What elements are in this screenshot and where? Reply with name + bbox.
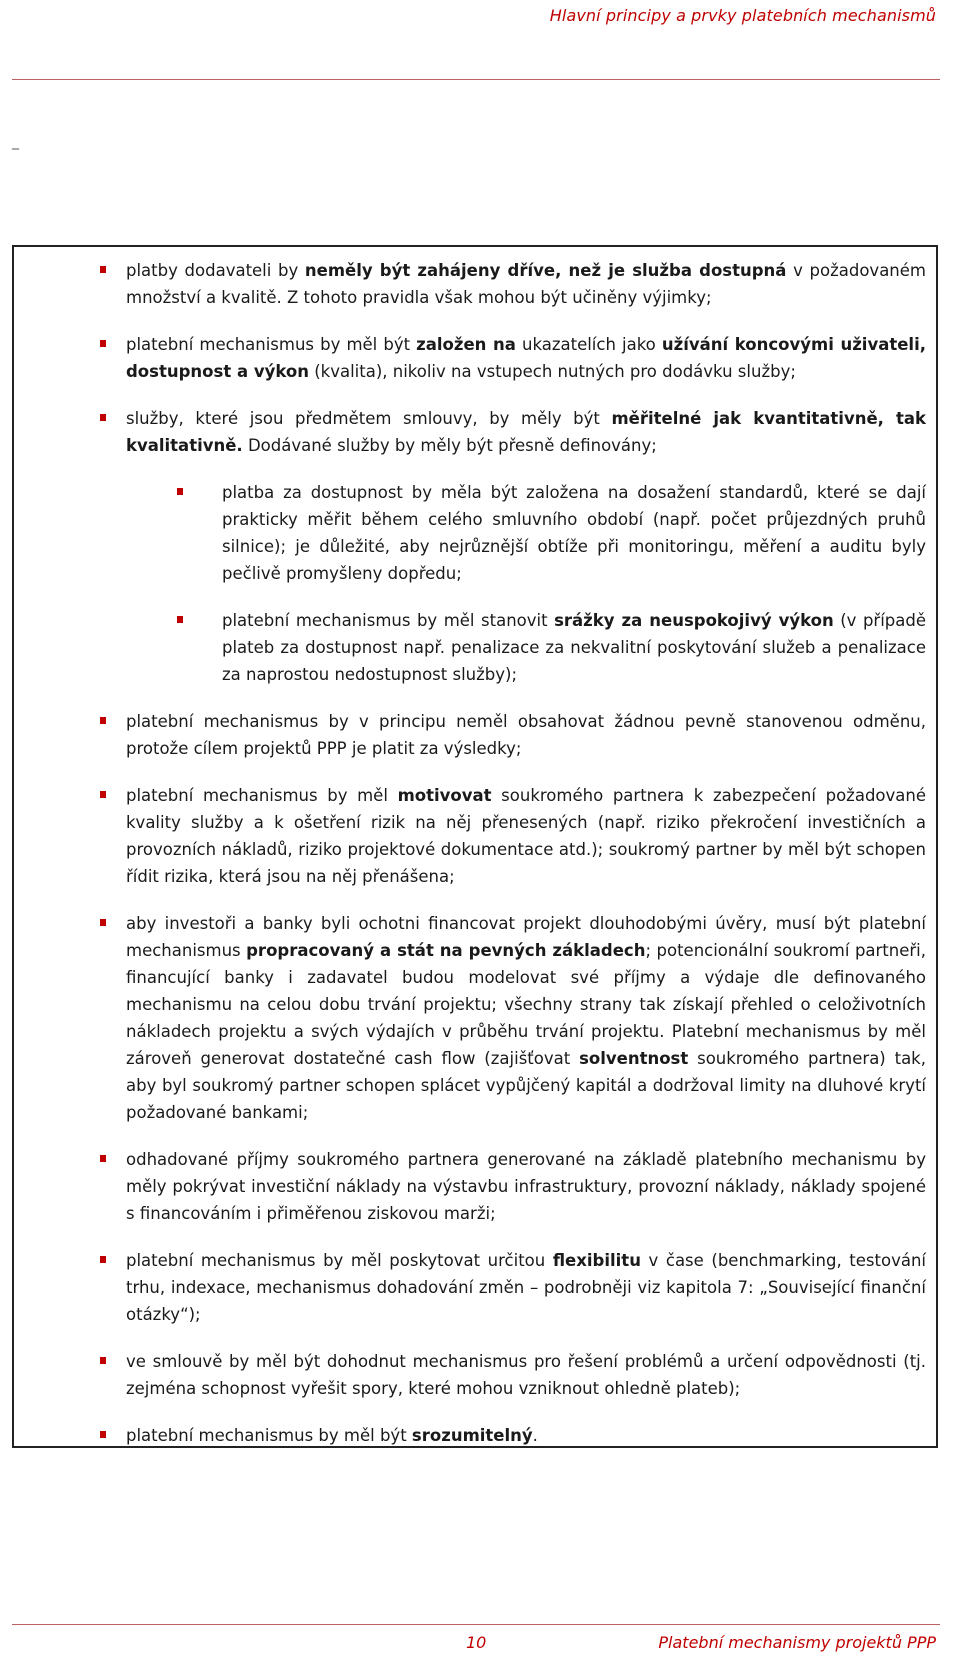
bullet-text — [126, 1422, 926, 1449]
text-run: (kvalita), nikoliv na vstupech nutných pro dodávku služby; — [308, 362, 796, 381]
emphasis-text: motivovat — [397, 786, 492, 805]
list-item — [86, 1422, 926, 1449]
text-run: platba za dostupnost by měla být založena na dosažení standardů, které se dají prakticky měřit během celého smluvního období (např. počet průjezdných pruhů silnice); je důležité, aby nejrůznější obtíže při monitoringu, měření a auditu byly pečlivě promyšleny dopředu; — [222, 483, 926, 583]
text-run: ; potencionální soukromí partneři, financující banky i zadavatel budou modelovat své příjmy a výdaje dle definovaného mechanismu na celou dobu trvání projektu; všechny strany tak získají přehled o celoživotních nákladech projektu a svých výdajích v průběhu trvání projektu. Platební mechanismus by měl zároveň generovat dostatečné cash flow (zajišťovat — [126, 941, 927, 1068]
square-bullet-icon — [100, 266, 106, 273]
emphasis-text: solventnost — [579, 1049, 689, 1068]
list-item — [86, 708, 926, 762]
bullet-text — [126, 910, 926, 1126]
bullet-text — [126, 1146, 926, 1227]
square-bullet-icon — [100, 1256, 106, 1263]
footer-divider — [12, 1624, 940, 1625]
text-run: Dodávané služby by měly být přesně definovány; — [242, 436, 657, 455]
running-footer: Platební mechanismy projektů PPP — [658, 1633, 936, 1652]
emphasis-text: flexibilitu — [552, 1251, 641, 1270]
text-run: odhadované příjmy soukromého partnera generované na základě platebního mechanismu by měly pokrývat investiční náklady na výstavbu infrastruktury, provozní náklady, náklady spojené s financováním i přiměřenou ziskovou marži; — [126, 1150, 926, 1223]
bullet-text — [126, 1247, 926, 1328]
list-item — [86, 1247, 926, 1328]
emphasis-text: užívání koncovými uživateli, dostupnost a výkon — [126, 335, 926, 381]
text-run: platební mechanismus by měl stanovit — [222, 611, 555, 630]
list-item — [86, 257, 926, 311]
square-bullet-icon — [177, 616, 183, 623]
sub-list — [126, 479, 926, 688]
stray-mark: _ — [12, 134, 19, 150]
emphasis-text: založen na — [416, 335, 516, 354]
emphasis-text: měřitelné jak kvantitativně, tak kvalitativně. — [126, 409, 926, 455]
square-bullet-icon — [100, 1431, 106, 1438]
text-run: platební mechanismus by měl — [126, 786, 398, 805]
text-run: platební mechanismus by v principu neměl obsahovat žádnou pevně stanovenou odměnu, protože cílem projektů PPP je platit za výsledky; — [126, 712, 926, 758]
list-item — [86, 910, 926, 1126]
text-run: soukromého partnera k zabezpečení požadované kvality služby a k ošetření rizik na něj přenesených (např. riziko překročení investičních a provozních nákladů, riziko projektové dokumentace atd.); soukromý partner by měl být schopen řídit rizika, která jsou na něj přenášena; — [126, 786, 926, 886]
square-bullet-icon — [100, 414, 106, 421]
square-bullet-icon — [177, 488, 183, 495]
emphasis-text: neměly být zahájeny dříve, než je služba dostupná — [304, 261, 787, 280]
text-run: ve smlouvě by měl být dohodnut mechanismus pro řešení problémů a určení odpovědnosti (tj. zejména schopnost vyřešit spory, které mohou vzniknout ohledně plateb); — [126, 1352, 926, 1398]
bullet-text — [126, 331, 926, 385]
list-item — [86, 1146, 926, 1227]
bullet-text — [222, 607, 926, 688]
text-run: v požadovaném množství a kvalitě. Z tohoto pravidla však mohou být učiněny výjimky; — [126, 261, 926, 307]
text-run: platby dodavateli by — [126, 261, 305, 280]
bullet-text — [126, 708, 926, 762]
bullet-text — [126, 405, 926, 459]
emphasis-text: srozumitelný — [411, 1426, 533, 1445]
text-run: aby investoři a banky byli ochotni financovat projekt dlouhodobými úvěry, musí být platební mechanismus — [126, 914, 926, 960]
text-run: (v případě plateb za dostupnost např. penalizace za nekvalitní poskytování služeb a penalizace za naprostou nedostupnost služby); — [222, 611, 927, 684]
text-run: platební mechanismus by měl poskytovat určitou — [126, 1251, 553, 1270]
square-bullet-icon — [100, 791, 106, 798]
text-run: . — [532, 1426, 538, 1445]
square-bullet-icon — [100, 919, 106, 926]
text-run: v čase (benchmarking, testování trhu, indexace, mechanismus dohadování změn – podrobněji viz kapitola 7: „Související finanční otázky“); — [126, 1251, 926, 1324]
sub-list-item — [86, 607, 926, 688]
text-run: platební mechanismus by měl být — [126, 1426, 412, 1445]
bullet-text — [126, 257, 926, 311]
list-item — [86, 1348, 926, 1402]
text-run: ukazatelích jako — [515, 335, 662, 354]
square-bullet-icon — [100, 340, 106, 347]
list-item — [86, 782, 926, 890]
bullet-text — [126, 1348, 926, 1402]
page-number: 10 — [466, 1633, 487, 1652]
square-bullet-icon — [100, 1357, 106, 1364]
running-header: Hlavní principy a prvky platebních mechanismů — [549, 6, 936, 25]
bullet-text — [222, 479, 926, 587]
text-run: platební mechanismus by měl být — [126, 335, 417, 354]
list-item — [86, 405, 926, 688]
square-bullet-icon — [100, 1155, 106, 1162]
list-item — [86, 331, 926, 385]
bullet-list — [86, 257, 926, 1469]
header-divider — [12, 79, 940, 80]
bullet-text — [126, 782, 926, 890]
text-run: služby, které jsou předmětem smlouvy, by měly být — [126, 409, 612, 428]
square-bullet-icon — [100, 717, 106, 724]
text-run: soukromého partnera) tak, aby byl soukromý partner schopen splácet vypůjčený kapitál a dodržoval limity na dluhové krytí požadované bankami; — [126, 1049, 926, 1122]
sub-list-item — [86, 479, 926, 587]
emphasis-text: propracovaný a stát na pevných základech — [246, 941, 646, 960]
emphasis-text: srážky za neuspokojivý výkon — [554, 611, 834, 630]
